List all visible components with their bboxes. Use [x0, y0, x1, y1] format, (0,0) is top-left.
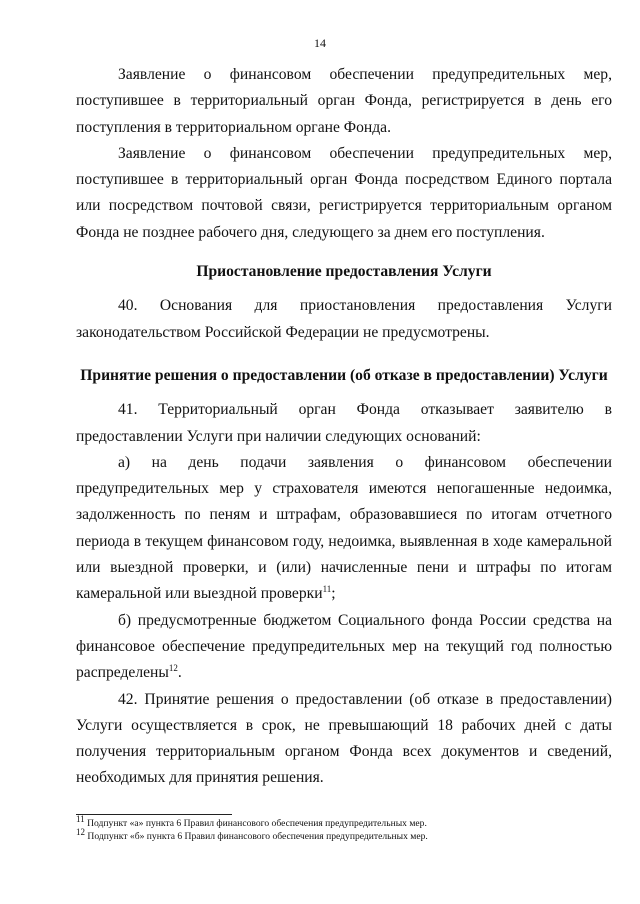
footnote-ref-12: 12 [168, 663, 178, 674]
section-suspension [76, 259, 612, 346]
footnote-divider [76, 814, 232, 815]
page-number: 14 [314, 36, 326, 50]
paragraph-41b-end: . [177, 664, 182, 682]
footnotes [76, 813, 612, 843]
paragraph-42: 42. Принятие решения о предоставлении (об отказе в предоставлении) Услуги осуществляется в срок, не превышающий 18 рабочих дней с даты получения территориальным органом Фонда всех документов и сведений, необходимых для принятия решения. [76, 690, 612, 787]
paragraph-41a [76, 450, 612, 608]
footnote-11 [76, 813, 612, 831]
paragraph-41b-text: б) предусмотренные бюджетом Социального фонда России средства на финансовое обеспечение предупредительных мер на текущий год полностью распределены [76, 611, 612, 682]
footnote-12-marker: 12 [76, 826, 85, 837]
paragraph-40: 40. Основания для приостановления предоставления Услуги законодательством Российской Федерации не предусмотрены. [76, 297, 612, 341]
footnote-12-text: Подпункт «б» пункта 6 Правил финансового обеспечения предупредительных мер. [85, 830, 428, 842]
heading-decision: Принятие решения о предоставлении (об отказе в предоставлении) Услуги [80, 367, 608, 384]
paragraph-41: 41. Территориальный орган Фонда отказывает заявителю в предоставлении Услуги при наличии следующих оснований: [76, 401, 612, 445]
paragraph-registration-1: Заявление о финансовом обеспечении предупредительных мер, поступившее в территориальный орган Фонда, регистрируется в день его поступления в территориальном органе Фонда. [76, 66, 612, 136]
paragraph-41a-end: ; [331, 585, 336, 603]
paragraph-registration-2: Заявление о финансовом обеспечении предупредительных мер, поступившее в территориальный орган Фонда посредством Единого портала или посредством почтовой связи, регистрируется территориальным органом Фонда не позднее рабочего дня, следующего за днем его поступления. [76, 144, 612, 241]
section-decision [76, 363, 612, 792]
footnote-11-text: Подпункт «а» пункта 6 Правил финансового обеспечения предупредительных мер. [84, 818, 427, 829]
body-section-registration [76, 62, 612, 246]
footnote-12 [76, 826, 612, 844]
paragraph-41a-text: а) на день подачи заявления о финансовом обеспечении предупредительных мер у страхователя имеются непогашенные недоимка, задолженность по пеням и штрафам, образовавшиеся по итогам отчетного периода в текущем финансовом году, недоимка, выявленная в ходе камеральной или выездной проверки, и (или) начисленные пени и штрафы по итогам камеральной или выездной проверки [76, 453, 612, 603]
footnote-11-marker: 11 [76, 813, 85, 824]
heading-suspension: Приостановление предоставления Услуги [196, 263, 492, 280]
paragraph-41b [76, 608, 612, 687]
footnote-ref-11: 11 [322, 584, 332, 595]
